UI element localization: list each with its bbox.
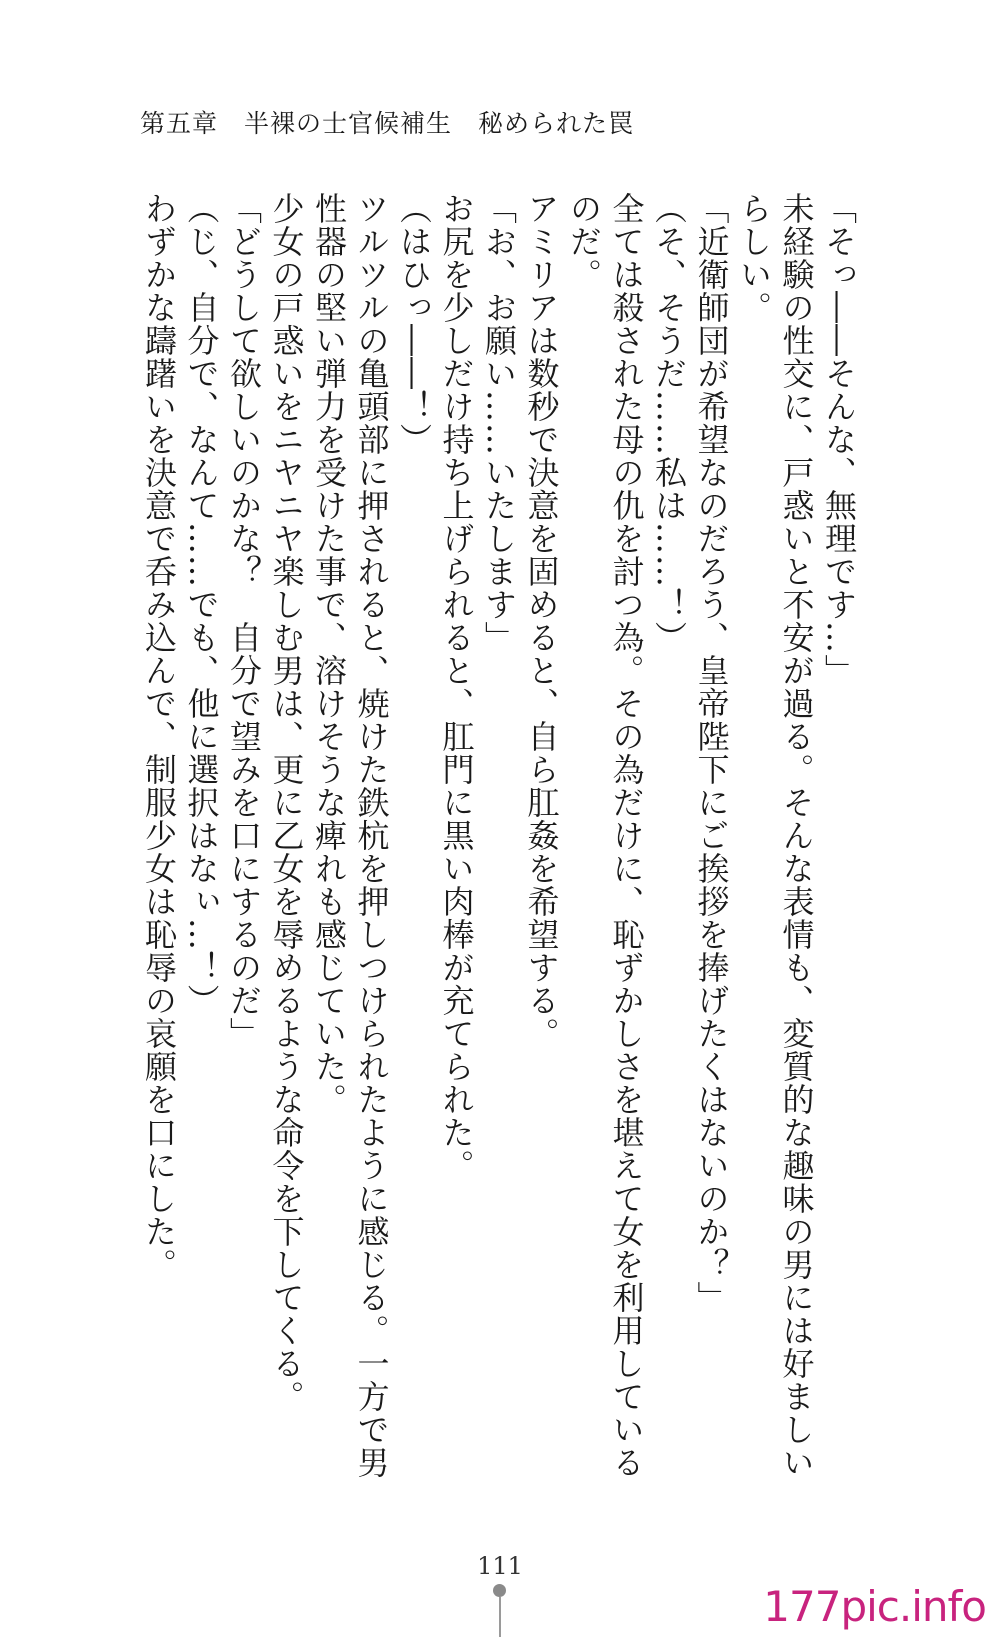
text-line: 未経験の性交に、戸惑いと不安が過る。そんな表情も、変質的な趣味の男には好ましい	[777, 192, 816, 1479]
text-line: 「そっ――そんな、無理です…」	[820, 192, 858, 687]
text-line: 「近衛師団が希望なのだろう、皇帝陛下にご挨拶を捧げたくはないのか？」	[692, 192, 731, 1314]
text-line: わずかな躊躇いを決意で呑み込んで、制服少女は恥辱の哀願を口にした。	[140, 192, 178, 1281]
text-line: 「どうして欲しいのかな？ 自分で望みを口にするのだ」	[225, 192, 263, 1050]
text-line: ツルツルの亀頭部に押されると、焼けた鉄杭を押しつけられたように感じる。一方で男	[352, 192, 391, 1479]
text-line: （じ、自分で、なんて……でも、他に選択はなぃ…！）	[182, 192, 221, 1017]
text-line: （そ、そうだ……私は……！）	[650, 192, 688, 654]
text-line: （はひっ――！）	[395, 192, 433, 456]
text-line: 「お、お願い……いたします」	[480, 192, 518, 654]
text-line: 性器の堅い弾力を受けた事で、溶けそうな痺れも感じていた。	[310, 192, 348, 1116]
text-line: らしい。	[735, 192, 773, 324]
watermark: 177pic.info	[763, 1582, 986, 1631]
page-marker-dot	[493, 1584, 506, 1597]
text-line: のだ。	[565, 192, 603, 291]
page-number: 111	[477, 1552, 523, 1580]
running-head-title: 第五章 半裸の士官候補生 秘められた罠	[140, 109, 635, 138]
text-line: お尻を少しだけ持ち上げられると、肛門に黒い肉棒が充てられた。	[437, 192, 476, 1182]
body-text-column	[138, 192, 861, 1479]
page-marker-line	[499, 1597, 501, 1637]
text-line: 全ては殺された母の仇を討つ為。その為だけに、恥ずかしさを堪えて女を利用している	[607, 192, 646, 1479]
text-line: 少女の戸惑いをニヤニヤ楽しむ男は、更に乙女を辱めるような命令を下してくる。	[267, 192, 306, 1413]
text-line: アミリアは数秒で決意を固めると、自ら肛姦を希望する。	[522, 192, 561, 1050]
